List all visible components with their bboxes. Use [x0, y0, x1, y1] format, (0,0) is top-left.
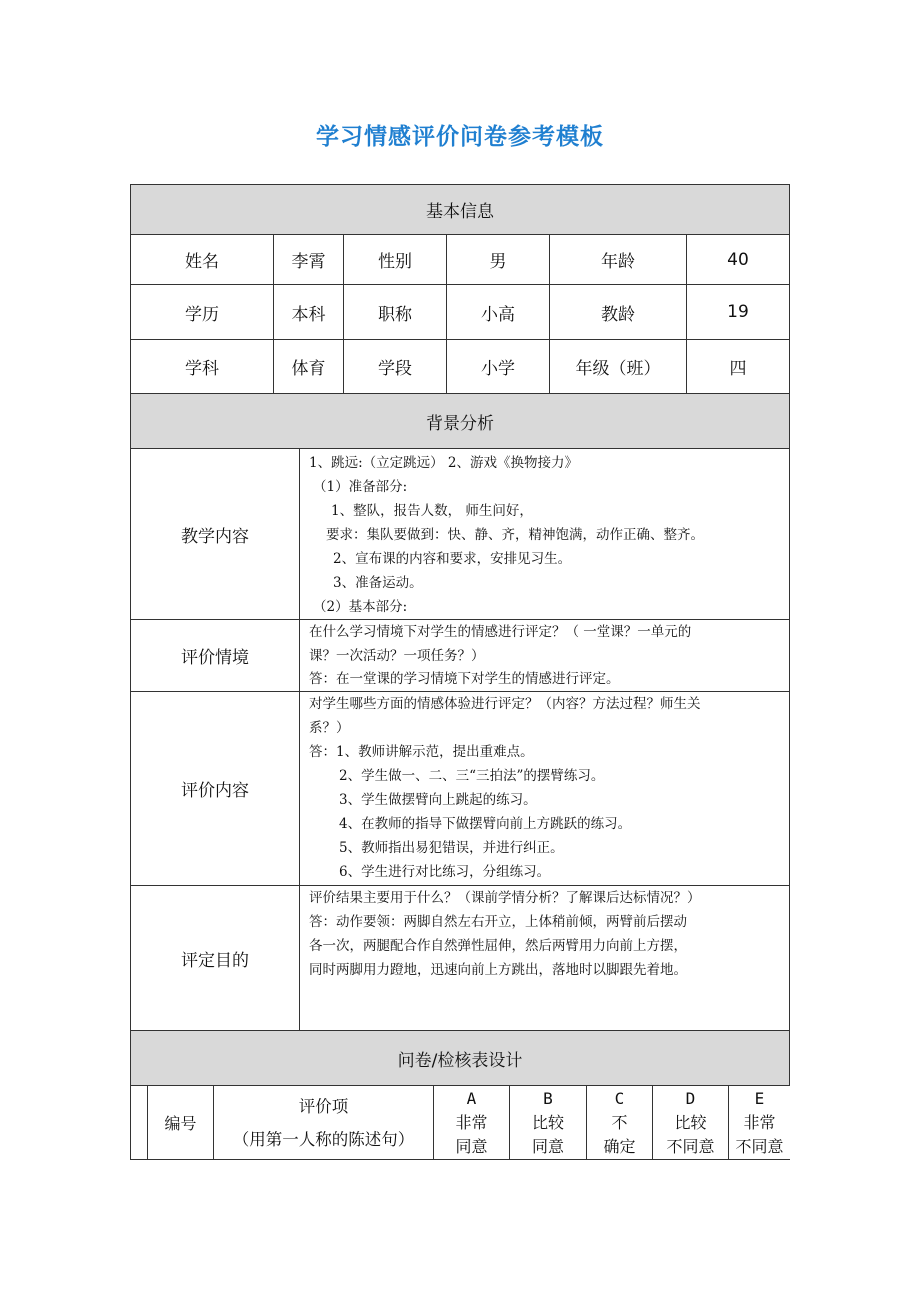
- basic-info-header: [130, 184, 790, 235]
- info-value: 小学: [481, 359, 515, 379]
- info-label: 学历: [185, 304, 219, 325]
- text-line: 6、学生进行对比练习，分组练习。: [339, 864, 551, 880]
- questionnaire-header-text: 问卷/检核表设计: [397, 1050, 523, 1071]
- info-label-cell: [549, 234, 687, 285]
- info-label: 性别: [378, 252, 412, 272]
- info-label: 学科: [185, 359, 219, 379]
- option-letter: D: [685, 1088, 696, 1108]
- text-line: 答：1、教师讲解示范，提出重难点。: [309, 744, 534, 760]
- info-value-cell: [686, 339, 790, 394]
- text-line: 在什么学习情境下对学生的情感进行评定？（ 一堂课？一单元的: [309, 624, 692, 640]
- text-line: 4、在教师的指导下做摆臂向前上方跳跃的练习。: [339, 816, 632, 832]
- info-value: 李霄: [291, 252, 326, 272]
- text-line: 5、教师指出易犯错误，并进行纠正。: [339, 840, 564, 856]
- text-line: 各一次，两腿配合作自然弹性屈伸，然后两臂用力向前上方摆，: [309, 938, 687, 954]
- text-line: 1、整队，报告人数， 师生问好，: [331, 503, 533, 519]
- option-letter: E: [754, 1088, 765, 1108]
- option-line2: 不同意: [735, 1136, 784, 1156]
- option-header-e: [728, 1085, 790, 1160]
- info-label: 学段: [378, 359, 412, 379]
- info-value: 小高: [481, 304, 515, 325]
- info-label-cell: [130, 234, 274, 285]
- option-header-a: [433, 1085, 510, 1160]
- info-value-cell: [446, 339, 550, 394]
- info-label-cell: [549, 284, 687, 340]
- option-line2: 确定: [603, 1136, 636, 1156]
- basic-info-header-text: 基本信息: [426, 202, 494, 222]
- text-line: 要求：集队要做到：快、静、齐，精神饱满，动作正确、整齐。: [326, 527, 704, 543]
- info-value: 19: [727, 302, 749, 322]
- option-line1: 非常: [743, 1112, 776, 1132]
- col-item-title: 评价项: [298, 1096, 349, 1116]
- info-value-cell: [273, 284, 344, 340]
- col-number-text: 编号: [164, 1114, 197, 1133]
- eval-context-label: [130, 619, 300, 692]
- text-line: 3、准备运动。: [333, 575, 423, 591]
- option-header-b: [509, 1085, 587, 1160]
- text-line: 答：在一堂课的学习情境下对学生的情感进行评定。: [309, 671, 620, 687]
- info-value-cell: [686, 234, 790, 285]
- info-value-cell: [273, 339, 344, 394]
- text-line: 课？一次活动？一项任务？）: [309, 648, 485, 664]
- option-letter: C: [614, 1088, 625, 1108]
- eval-content-label: [130, 691, 300, 886]
- eval-context-cell: [299, 619, 790, 692]
- info-label-cell: [130, 339, 274, 394]
- info-value: 四: [729, 359, 747, 379]
- questionnaire-header: [130, 1030, 790, 1086]
- option-line2: 同意: [531, 1136, 564, 1156]
- eval-context-label-text: 评价情境: [181, 648, 249, 668]
- page-title: 学习情感评价问卷参考模板: [316, 124, 604, 150]
- info-value: 男: [489, 252, 507, 272]
- text-line: 系？）: [309, 720, 350, 736]
- option-letter: A: [466, 1088, 477, 1108]
- option-letter: B: [543, 1088, 553, 1108]
- info-label-cell: [343, 284, 447, 340]
- text-line: （1）准备部分:: [313, 479, 408, 495]
- text-line: 2、宣布课的内容和要求，安排见习生。: [333, 551, 572, 567]
- option-line1: 比较: [674, 1112, 707, 1132]
- eval-content-label-text: 评价内容: [181, 781, 249, 801]
- info-label-cell: [343, 339, 447, 394]
- info-label: 职称: [378, 304, 412, 325]
- col-item-subtitle: （用第一人称的陈述句）: [232, 1129, 415, 1149]
- text-line: 对学生哪些方面的情感体验进行评定？（内容？方法过程？师生关: [309, 696, 701, 712]
- option-header-d: [652, 1085, 729, 1160]
- info-value-cell: [446, 284, 550, 340]
- info-label-cell: [130, 284, 274, 340]
- info-label-cell: [343, 234, 447, 285]
- text-line: 同时两脚用力蹬地，迅速向前上方跳出，落地时以脚跟先着地。: [309, 962, 687, 978]
- info-value-cell: [273, 234, 344, 285]
- option-line1: 不: [611, 1112, 628, 1132]
- info-value: 40: [727, 249, 749, 270]
- info-label: 年龄: [601, 252, 635, 272]
- col-number-header: [147, 1085, 214, 1160]
- option-header-c: [586, 1085, 653, 1160]
- info-label: 姓名: [185, 252, 219, 272]
- eval-purpose-label-text: 评定目的: [181, 950, 249, 971]
- info-value: 本科: [291, 304, 326, 325]
- info-label: 教龄: [601, 304, 635, 325]
- eval-content-cell: [299, 691, 790, 886]
- teaching-content-label-text: 教学内容: [181, 526, 249, 547]
- eval-purpose-cell: [299, 885, 790, 1031]
- background-header: [130, 393, 790, 449]
- text-line: 答：动作要领：两脚自然左右开立，上体稍前倾，两臂前后摆动: [309, 914, 687, 930]
- option-line2: 同意: [455, 1136, 488, 1156]
- info-label-cell: [549, 339, 687, 394]
- text-line: 3、学生做摆臂向上跳起的练习。: [339, 792, 537, 808]
- text-line: 1、跳远:（立定跳远） 2、游戏《换物接力》: [309, 455, 579, 471]
- info-value-cell: [686, 284, 790, 340]
- text-line: （2）基本部分:: [313, 599, 408, 615]
- info-value: 体育: [291, 359, 326, 379]
- option-line2: 不同意: [666, 1136, 715, 1156]
- teaching-content-cell: [299, 448, 790, 620]
- text-line: 2、学生做一、二、三“三拍法”的摆臂练习。: [339, 768, 605, 784]
- background-header-text: 背景分析: [426, 413, 494, 434]
- teaching-content-label: [130, 448, 300, 620]
- text-line: 评价结果主要用于什么？（课前学情分析？了解课后达标情况？）: [309, 890, 701, 906]
- info-label: 年级（班）: [575, 359, 661, 379]
- info-value-cell: [446, 234, 550, 285]
- option-line1: 非常: [455, 1112, 488, 1132]
- eval-purpose-label: [130, 885, 300, 1031]
- col-item-header: [213, 1085, 434, 1160]
- option-line1: 比较: [531, 1112, 564, 1132]
